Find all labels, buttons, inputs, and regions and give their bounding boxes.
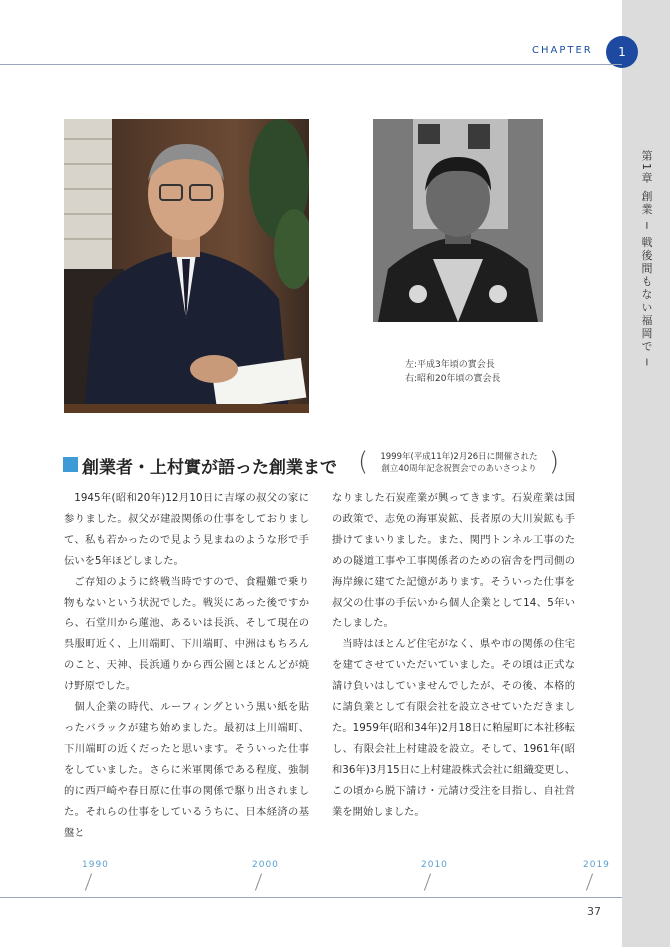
header-rule	[0, 64, 622, 65]
timeline-year: 2019	[583, 860, 610, 870]
paragraph: 1945年(昭和20年)12月10日に吉塚の叔父の家に参りました。叔父が建設関係の仕事をしておりまして、私も若かったので見よう見まねのような形で手伝いを5年ほどしました。	[64, 492, 309, 567]
photo-captions	[405, 358, 501, 386]
chapter-label: CHAPTER	[532, 45, 593, 56]
section-note-line2: 創立40周年記念祝賀会でのあいさつより	[381, 464, 537, 474]
section-note-line1: 1999年(平成11年)2月26日に開催された	[380, 452, 538, 462]
section-note	[364, 449, 554, 477]
section-heading: 創業者・上村實が語った創業まで	[82, 458, 337, 478]
paragraph: ご存知のように終戦当時ですので、食糧難で乗り物もないという状況でした。戦災にあった後ですから、石堂川から蓮池、あるいは長浜、そして現在の呉服町近く、上川端町、下川端町、中洲はもちろんのこと、天神、長浜通りから西公園とほとんどが焼け野原でした。	[64, 575, 309, 693]
timeline-tick	[586, 873, 593, 890]
timeline-tick	[255, 873, 262, 890]
footer-rule	[0, 897, 622, 898]
timeline-tick	[85, 873, 92, 890]
note-close-paren: )	[549, 447, 560, 477]
timeline-tick	[424, 873, 431, 890]
page-number: 37	[587, 905, 601, 918]
paragraph-continuation: なりました石炭産業が興ってきます。石炭産業は国の政策で、志免の海軍炭鉱、長者原の大川炭鉱も手掛けてまいりました。また、関門トンネル工事のための隧道工事や工事関係者のための宿舎を門司側の海岸線に建てた記憶があります。そういった仕事を叔父の仕事の手伝いから個人企業として14、5年いたしました。	[332, 492, 575, 630]
photo-founder-heisei3	[64, 119, 309, 413]
paragraph: 個人企業の時代、ルーフィングという黒い紙を貼ったバラックが建ち始めました。最初は上川端町、下川端町の近くだったと思います。そういった仕事をしていました。さらに米軍関係である程度、強制的に西戸崎や春日原に仕事の関係で駆り出されました。それらの仕事をしているうちに、日本経済の基盤と	[64, 701, 309, 839]
caption-right: 右:昭和20年頃の實会長	[405, 374, 501, 384]
chapter-number-badge: 1	[606, 36, 638, 68]
paragraph: 当時はほとんど住宅がなく、県や市の関係の住宅を建てさせていただいていました。その頃は正式な請け負いはしていませんでしたが、その後、本格的に請負業として有限会社を設立させていただきました。1959年(昭和34年)2月18日に粕屋町に本社移転し、有限会社上村建設を設立。そして、1961年(昭和36年)3月15日に上村建設株式会社に組織変更し、この頃から脱下請け・元請け受注を目指し、自社営業を開始しました。	[332, 638, 575, 818]
side-band	[622, 0, 670, 947]
photo-founder-showa20	[373, 119, 543, 322]
body-column-left	[64, 488, 309, 843]
heading-marker	[63, 457, 78, 472]
timeline-year: 1990	[82, 860, 109, 870]
timeline-year: 2000	[252, 860, 279, 870]
side-chapter-title: 第1章 創業 ─ 戦後間もない福岡で ─	[640, 150, 653, 368]
caption-left: 左:平成3年頃の實会長	[405, 360, 495, 370]
body-column-right	[332, 488, 575, 823]
note-open-paren: (	[358, 447, 369, 477]
timeline-year: 2010	[421, 860, 448, 870]
